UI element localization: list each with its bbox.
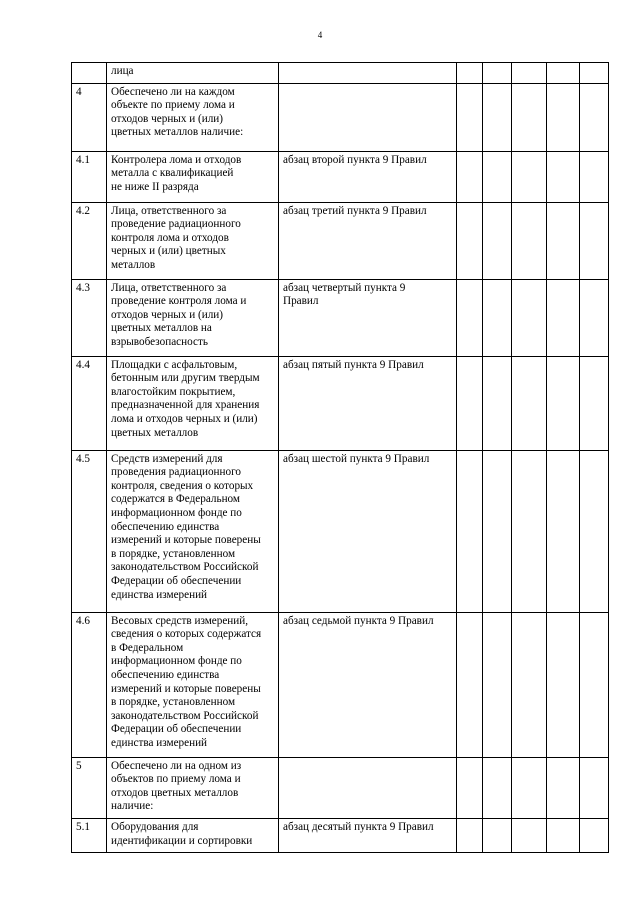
requirement-question (107, 757, 279, 818)
requirement-question (107, 63, 279, 84)
answer-cell[interactable] (457, 151, 483, 202)
legal-reference (279, 818, 457, 852)
answer-cell[interactable] (483, 818, 512, 852)
reference-text: абзац шестой пункта 9 Правил (283, 452, 430, 465)
question-text: Лица, ответственного за проведение контроля лома и отходов черных и (или) цветных металлов на взрывобезопасность (111, 281, 247, 348)
table-row (72, 757, 609, 818)
requirement-question (107, 151, 279, 202)
legal-reference (279, 279, 457, 356)
question-text: Оборудования для идентификации и сортировки (111, 820, 253, 847)
answer-cell[interactable] (512, 818, 547, 852)
requirement-question (107, 450, 279, 612)
answer-cell[interactable] (483, 612, 512, 757)
answer-cell[interactable] (547, 612, 580, 757)
answer-cell[interactable] (483, 450, 512, 612)
answer-cell[interactable] (512, 450, 547, 612)
answer-cell[interactable] (512, 63, 547, 84)
answer-cell[interactable] (512, 757, 547, 818)
legal-reference (279, 356, 457, 450)
answer-cell[interactable] (580, 202, 609, 279)
reference-text: абзац второй пункта 9 Правил (283, 153, 427, 166)
answer-cell[interactable] (512, 83, 547, 151)
answer-cell[interactable] (457, 202, 483, 279)
answer-cell[interactable] (457, 612, 483, 757)
table-row (72, 450, 609, 612)
answer-cell[interactable] (580, 450, 609, 612)
requirement-question (107, 83, 279, 151)
legal-reference (279, 63, 457, 84)
answer-cell[interactable] (580, 612, 609, 757)
question-text: Лица, ответственного за проведение радиационного контроля лома и отходов черных и (или) цветных металлов (111, 204, 241, 271)
answer-cell[interactable] (457, 356, 483, 450)
legal-reference (279, 450, 457, 612)
answer-cell[interactable] (483, 63, 512, 84)
row-number: 4.3 (72, 279, 107, 356)
question-text: Обеспечено ли на одном из объектов по приему лома и отходов цветных металлов наличие: (111, 759, 242, 813)
answer-cell[interactable] (512, 356, 547, 450)
answer-cell[interactable] (483, 757, 512, 818)
question-text: Весовых средств измерений, сведения о которых содержатся в Федеральном информационном фонде по обеспечению единства измерений и которые поверены в порядке, установленном законодательством Российской Федерации об обеспечении единства измерений (111, 614, 262, 749)
answer-cell[interactable] (457, 279, 483, 356)
reference-text: абзац пятый пункта 9 Правил (283, 358, 424, 371)
legal-reference (279, 757, 457, 818)
answer-cell[interactable] (580, 151, 609, 202)
row-number: 4 (72, 83, 107, 151)
row-number: 5.1 (72, 818, 107, 852)
answer-cell[interactable] (483, 279, 512, 356)
legal-reference (279, 202, 457, 279)
answer-cell[interactable] (483, 356, 512, 450)
answer-cell[interactable] (547, 151, 580, 202)
answer-cell[interactable] (483, 83, 512, 151)
answer-cell[interactable] (547, 356, 580, 450)
row-number: 4.5 (72, 450, 107, 612)
answer-cell[interactable] (580, 757, 609, 818)
reference-text: абзац десятый пункта 9 Правил (283, 820, 434, 833)
table-row (72, 818, 609, 852)
row-number: 4.6 (72, 612, 107, 757)
answer-cell[interactable] (512, 612, 547, 757)
answer-cell[interactable] (512, 151, 547, 202)
answer-cell[interactable] (547, 450, 580, 612)
answer-cell[interactable] (457, 63, 483, 84)
table-row (72, 63, 609, 84)
row-number: 4.2 (72, 202, 107, 279)
legal-reference (279, 151, 457, 202)
row-number (72, 63, 107, 84)
answer-cell[interactable] (457, 83, 483, 151)
requirement-question (107, 279, 279, 356)
answer-cell[interactable] (580, 818, 609, 852)
answer-cell[interactable] (547, 83, 580, 151)
answer-cell[interactable] (457, 757, 483, 818)
answer-cell[interactable] (547, 757, 580, 818)
row-number: 4.4 (72, 356, 107, 450)
question-text: Средств измерений для проведения радиационного контроля, сведения о которых содержатся в Федеральном информационном фонде по обеспечению единства измерений и которые поверены в порядке, установленном законодательством Российской Федерации об обеспечении единства измерений (111, 452, 261, 601)
table-row (72, 356, 609, 450)
requirement-question (107, 356, 279, 450)
table-row (72, 612, 609, 757)
question-text: Контролера лома и отходов металла с квалификацией не ниже II разряда (111, 153, 242, 193)
answer-cell[interactable] (547, 202, 580, 279)
checklist-table (71, 62, 609, 853)
answer-cell[interactable] (483, 151, 512, 202)
answer-cell[interactable] (457, 450, 483, 612)
table-row (72, 83, 609, 151)
answer-cell[interactable] (547, 63, 580, 84)
answer-cell[interactable] (512, 202, 547, 279)
answer-cell[interactable] (457, 818, 483, 852)
row-number: 5 (72, 757, 107, 818)
table-row (72, 202, 609, 279)
row-number: 4.1 (72, 151, 107, 202)
legal-reference (279, 612, 457, 757)
answer-cell[interactable] (580, 63, 609, 84)
reference-text: абзац четвертый пункта 9 Правил (283, 281, 406, 308)
answer-cell[interactable] (580, 279, 609, 356)
question-text: Обеспечено ли на каждом объекте по приему лома и отходов черных и (или) цветных металлов наличие: (111, 85, 244, 139)
reference-text: абзац третий пункта 9 Правил (283, 204, 427, 217)
page-number: 4 (317, 30, 323, 40)
answer-cell[interactable] (547, 818, 580, 852)
reference-text: абзац седьмой пункта 9 Правил (283, 614, 434, 627)
question-text: Площадки с асфальтовым, бетонным или другим твердым влагостойким покрытием, предназначенной для хранения лома и отходов черных и (или) цветных металлов (111, 358, 260, 439)
question-text: лица (111, 65, 134, 77)
requirement-question (107, 818, 279, 852)
requirement-question (107, 202, 279, 279)
legal-reference (279, 83, 457, 151)
requirement-question (107, 612, 279, 757)
table-row (72, 279, 609, 356)
table-row (72, 151, 609, 202)
answer-cell[interactable] (483, 202, 512, 279)
answer-cell[interactable] (512, 279, 547, 356)
answer-cell[interactable] (580, 83, 609, 151)
answer-cell[interactable] (547, 279, 580, 356)
answer-cell[interactable] (580, 356, 609, 450)
